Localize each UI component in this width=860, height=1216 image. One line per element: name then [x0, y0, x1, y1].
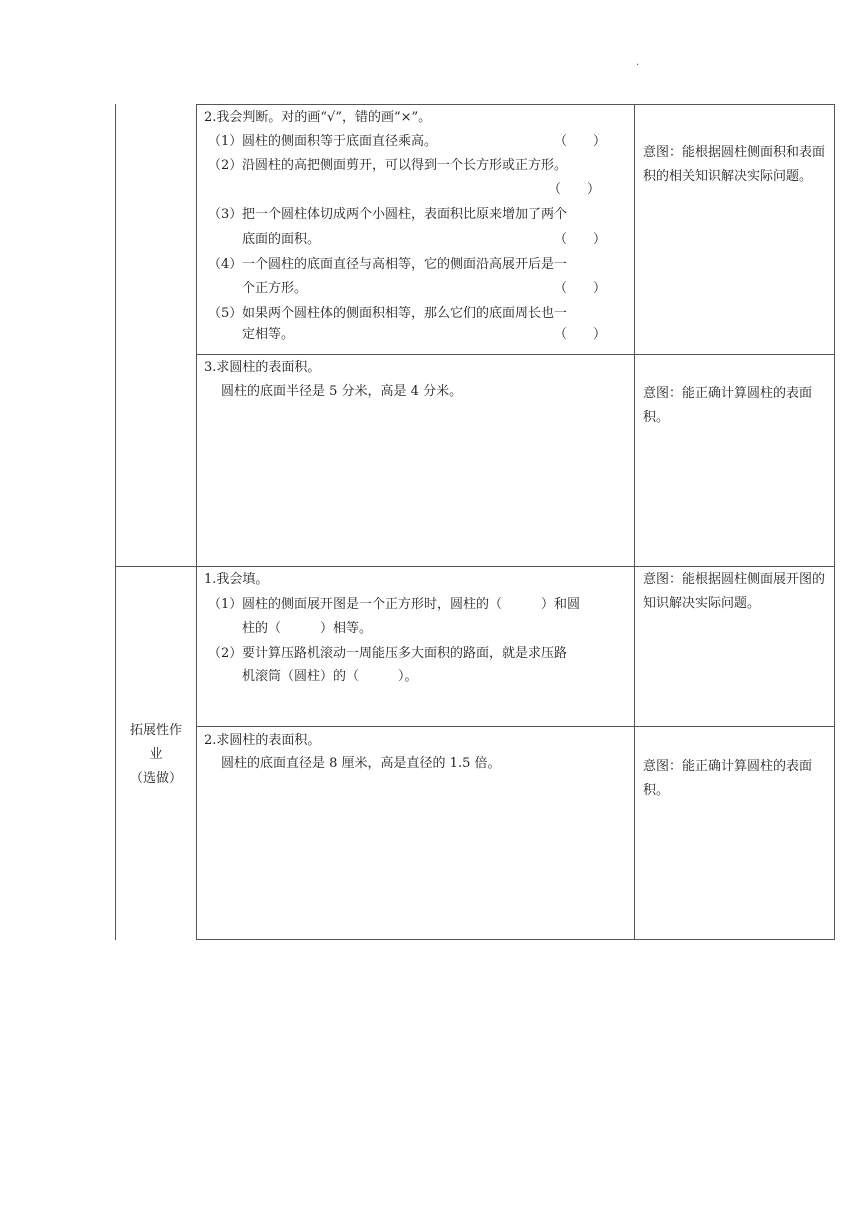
header-mark: . [636, 57, 640, 68]
judge-item-5-num: （5） [208, 306, 243, 321]
judge-title: 2.我会判断。对的画“√”，错的画“×”。 [204, 110, 432, 125]
category-label-line-2: 业 [149, 747, 163, 762]
judge-item-2-text: 沿圆柱的高把侧面剪开，可以得到一个长方形或正方形。 [242, 158, 568, 173]
section-divider-line [115, 566, 196, 567]
surface-area-1-title: 3.求圆柱的表面积。 [204, 360, 321, 375]
judge-item-1-answer[interactable]: （ ） [554, 134, 607, 149]
surface-area-2-title: 2.求圆柱的表面积。 [204, 733, 321, 748]
surface-area-1-text: 圆柱的底面半径是 5 分米，高是 4 分米。 [221, 384, 463, 399]
judge-item-4-text-cont: 个正方形。 [242, 281, 308, 296]
fill-in-item-1-text-cont: 柱的（ ）相等。 [242, 621, 373, 636]
judge-item-4-text: 一个圆柱的底面直径与高相等，它的侧面沿高展开后是一 [242, 257, 568, 272]
judge-item-3-text-cont: 底面的面积。 [242, 232, 321, 247]
judge-intent-note: 意图：能根据圆柱侧面积和表面积的相关知识解决实际问题。 [643, 145, 826, 184]
judge-item-5-text-cont: 定相等。 [242, 327, 295, 342]
fill-in-item-2-num: （2） [208, 646, 243, 661]
judge-item-2-num: （2） [208, 158, 243, 173]
judge-item-3-answer[interactable]: （ ） [554, 232, 607, 247]
fill-in-title: 1.我会填。 [204, 572, 269, 587]
fill-in-item-1-text: 圆柱的侧面展开图是一个正方形时，圆柱的（ ）和圆 [242, 597, 581, 612]
judge-item-1-text: 圆柱的侧面积等于底面直径乘高。 [242, 134, 438, 149]
surface-area-1-intent-note: 意图：能正确计算圆柱的表面积。 [643, 386, 813, 425]
judge-item-1-num: （1） [208, 134, 243, 149]
judge-item-4-num: （4） [208, 257, 243, 272]
judge-item-4-answer[interactable]: （ ） [554, 281, 607, 296]
left-border-line [115, 104, 116, 940]
fill-in-item-1-num: （1） [208, 597, 243, 612]
judge-item-3-num: （3） [208, 207, 243, 222]
judge-item-2-answer[interactable]: （ ） [548, 182, 601, 197]
fill-in-item-2-text: 要计算压路机滚动一周能压多大面积的路面，就是求压路 [242, 646, 568, 661]
fill-in-item-2-text-cont: 机滚筒（圆柱）的（ ）。 [242, 669, 418, 684]
fill-in-intent-note: 意图：能根据圆柱侧面展开图的知识解决实际问题。 [643, 572, 826, 611]
category-label-line-3: （选做） [129, 771, 182, 786]
judge-item-5-answer[interactable]: （ ） [554, 327, 607, 342]
judge-item-5-text: 如果两个圆柱体的侧面积相等，那么它们的底面周长也一 [242, 306, 568, 321]
category-label-line-1: 拓展性作 [129, 723, 182, 738]
judge-item-3-text: 把一个圆柱体切成两个小圆柱，表面积比原来增加了两个 [242, 207, 568, 222]
surface-area-2-text: 圆柱的底面直径是 8 厘米，高是直径的 1.5 倍。 [221, 756, 501, 771]
surface-area-2-intent-note: 意图：能正确计算圆柱的表面积。 [643, 759, 813, 798]
